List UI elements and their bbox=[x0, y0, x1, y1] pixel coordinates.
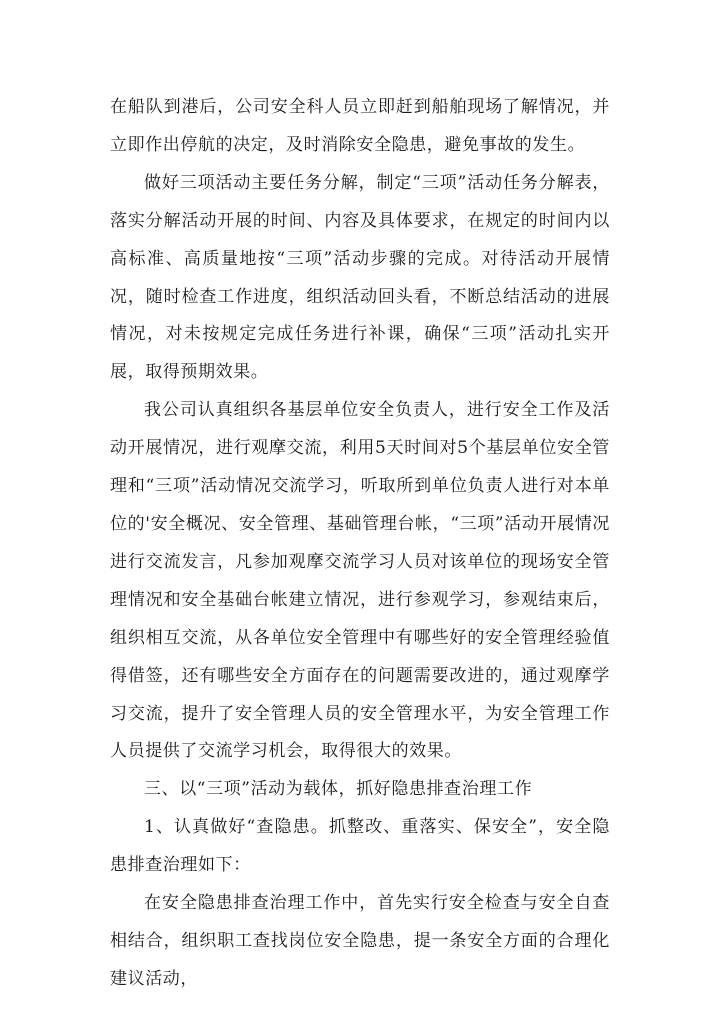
paragraph-item-1: 1、认真做好“查隐患。抓整改、重落实、保安全”，安全隐患排查治理如下： bbox=[110, 817, 610, 876]
paragraph-2: 做好三项活动主要任务分解，制定“三项”活动任务分解表，落实分解活动开展的时间、内容及具体要求，在规定的时间内以高标准、高质量地按“三项”活动步骤的完成。对待活动开展情况，随时检查工作进度，组织活动回头看，不断总结活动的进展情况，对未按规定完成任务进行补课，确保“三项”活动扎实开展，取得预期效果。 bbox=[110, 172, 610, 383]
paragraph-1: 在船队到港后，公司安全科人员立即赶到船舶现场了解情况，并立即作出停航的决定，及时消除安全隐患，避免事故的发生。 bbox=[110, 97, 610, 155]
paragraph-6: 在安全隐患排查治理工作中，首先实行安全检查与安全自查相结合，组织职工查找岗位安全隐患，提一条安全方面的合理化建议活动， bbox=[110, 893, 610, 989]
section-heading: 三、以“三项”活动为载体，抓好隐患排查治理工作 bbox=[144, 779, 533, 800]
paragraph-3: 我公司认真组织各基层单位安全负责人，进行安全工作及活动开展情况，进行观摩交流，利用5天时间对5个基层单位安全管理和“三项”活动情况交流学习，听取所到单位负责人进行对本单位的'安全概况、安全管理、基础管理台帐，“三项”活动开展情况进行交流发言，凡参加观摩交流学习人员对该单位的现场安全管理情况和安全基础台帐建立情况，进行参观学习，参观结束后，组织相互交流，从各单位安全管理中有哪些好的安全管理经验值得借签，还有哪些安全方面存在的问题需要改进的，通过观摩学习交流，提升了安全管理人员的安全管理水平，为安全管理工作人员提供了交流学习机会，取得很大的效果。 bbox=[110, 400, 610, 762]
